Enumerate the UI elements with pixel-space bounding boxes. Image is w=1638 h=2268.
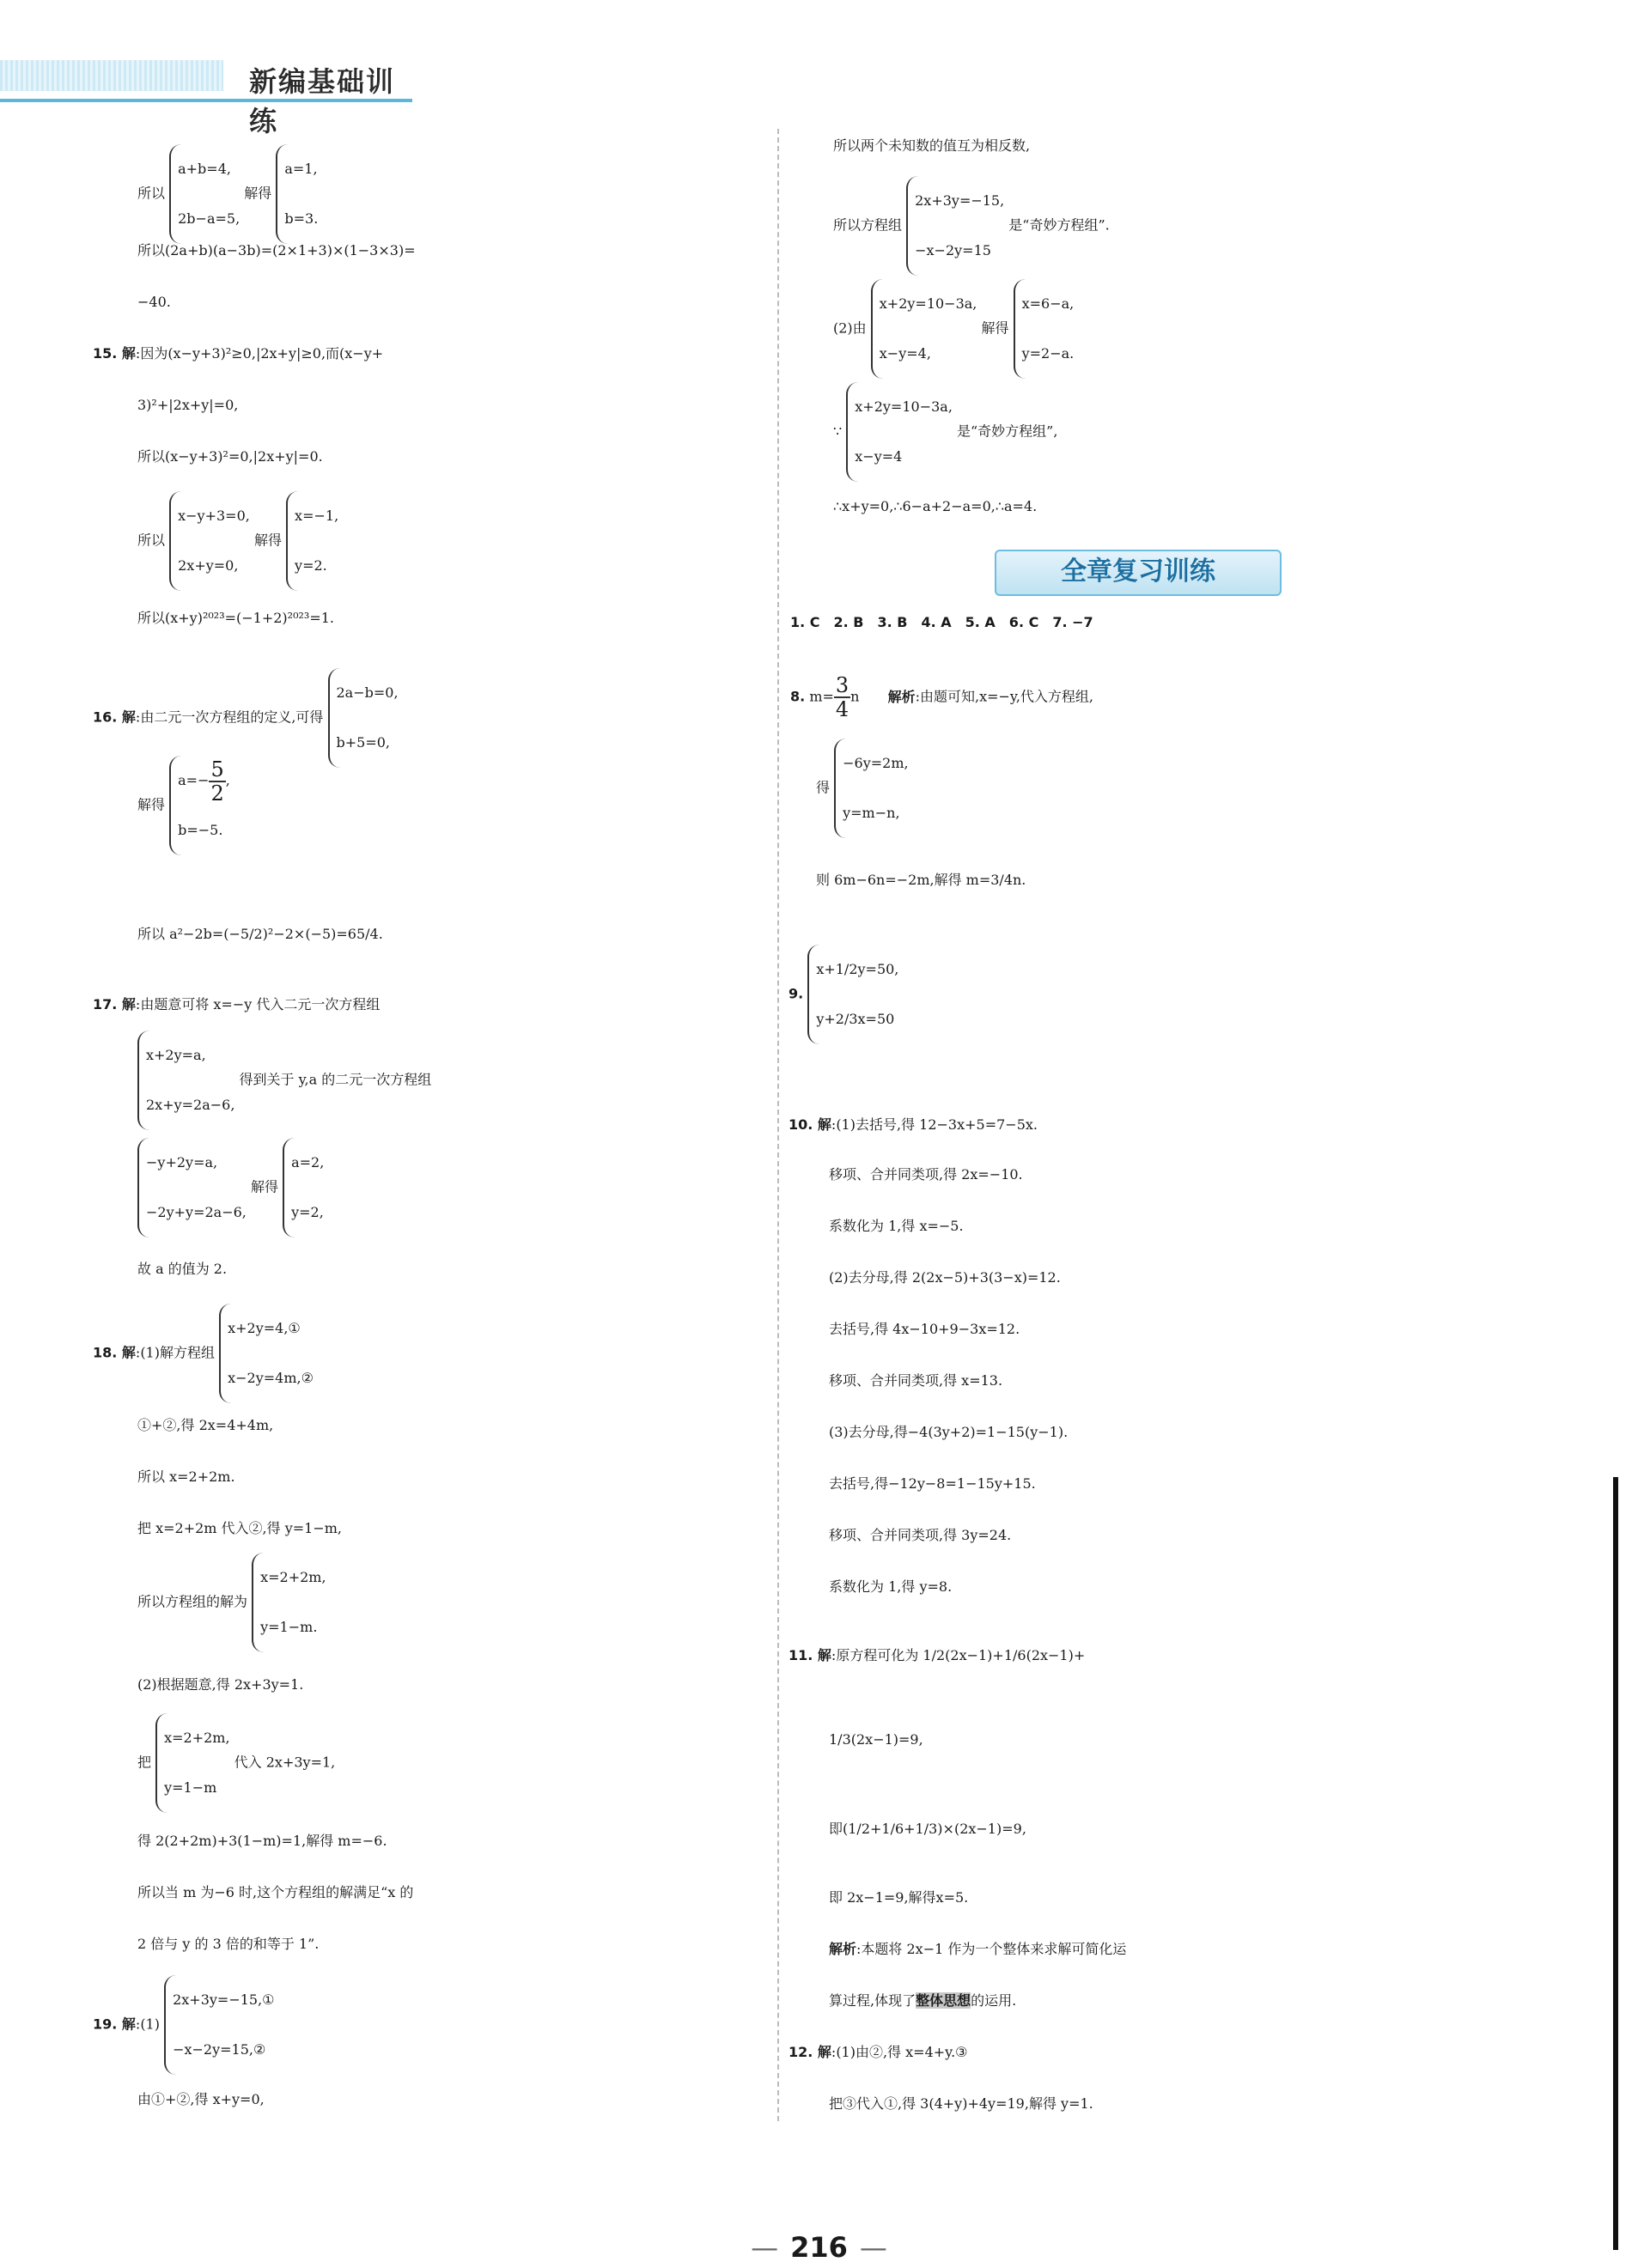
- line: −40.: [137, 294, 171, 310]
- text: 代入 2x+3y=1,: [234, 1754, 336, 1771]
- line: 系数化为 1,得 x=−5.: [829, 1218, 964, 1234]
- denominator: 4: [835, 697, 849, 721]
- eq: x=−1,: [295, 508, 339, 524]
- text: 解得: [137, 796, 166, 813]
- fraction: [209, 758, 225, 805]
- dash-decoration: —: [751, 2231, 779, 2264]
- question-number: 9.: [789, 985, 804, 1002]
- line: [816, 739, 909, 838]
- text: 解得: [981, 319, 1009, 337]
- text: 得到关于 y,a 的二元一次方程组: [239, 1071, 432, 1088]
- eq: b=−5.: [178, 822, 223, 838]
- eq: a=1,: [284, 161, 318, 177]
- eq: x=2+2m,: [260, 1569, 326, 1585]
- line: 系数化为 1,得 y=8.: [829, 1578, 953, 1595]
- eq: −2y+y=2a−6,: [146, 1204, 247, 1220]
- text: :本题将 2x−1 作为一个整体来求解可简化运: [856, 1941, 1127, 1957]
- text: :由题意可将 x=−y 代入二元一次方程组: [135, 996, 381, 1012]
- eq: x−y=4: [855, 448, 903, 465]
- line: 即(1/2+1/6+1/3)×(2x−1)=9,: [829, 1821, 1026, 1837]
- line: [829, 1984, 1016, 2018]
- line: [137, 1553, 326, 1652]
- eq: x−y+3=0,: [178, 508, 250, 524]
- eq: x−2y=4m,②: [228, 1370, 314, 1386]
- eq: −x−2y=15,②: [173, 2041, 266, 2058]
- line: [833, 176, 1110, 276]
- text: 是“奇妙方程组”,: [957, 423, 1058, 440]
- equation-system: [286, 491, 338, 591]
- line: 所以(2a+b)(a−3b)=(2×1+3)×(1−3×3)=: [137, 242, 416, 258]
- equation-system: [169, 144, 240, 244]
- book-title: 新编基础训练: [249, 65, 396, 137]
- eq: 2b−a=5,: [178, 210, 241, 227]
- denominator: 2: [210, 781, 224, 806]
- eq: −x−2y=15: [915, 242, 991, 258]
- text: :原方程可化为 1/2(2x−1)+1/6(2x−1)+: [831, 1647, 1086, 1663]
- equation-system: [169, 756, 230, 855]
- line: 所以当 m 为−6 时,这个方程组的解满足“x 的: [137, 1884, 414, 1900]
- text: :(1)由②,得 x=4+y.③: [831, 2044, 968, 2060]
- equation-system: [137, 1031, 234, 1130]
- text: :(1): [135, 2016, 160, 2033]
- eq: x+2y=4,①: [228, 1320, 301, 1336]
- text: 解得: [253, 532, 282, 549]
- line: 则 6m−6n=−2m,解得 m=3/4n.: [816, 872, 1026, 888]
- eq: x−y=4,: [879, 345, 931, 362]
- line: 所以(x+y)²⁰²³=(−1+2)²⁰²³=1.: [137, 610, 335, 626]
- eq: b+5=0,: [336, 734, 390, 751]
- page-footer: [0, 2231, 1638, 2264]
- text: 所以方程组: [833, 216, 903, 234]
- eq: y=2,: [291, 1204, 324, 1220]
- equation-system: [252, 1553, 326, 1652]
- line: [137, 144, 318, 244]
- question-number: 8.: [790, 688, 806, 705]
- text: 把: [137, 1754, 152, 1771]
- page-number: 216: [790, 2231, 848, 2264]
- text: 所以方程组的解为: [137, 1593, 248, 1610]
- equation-system: [169, 491, 250, 591]
- analysis-label: 解析: [887, 688, 916, 705]
- eq: x+2y=a,: [146, 1047, 206, 1063]
- question-number: 19. 解: [93, 2016, 136, 2033]
- eq: y+2/3x=50: [816, 1011, 895, 1027]
- eq: −y+2y=a,: [146, 1154, 218, 1170]
- question-number: 11. 解: [789, 1647, 831, 1663]
- header-decoration: [0, 60, 223, 91]
- eq: x=2+2m,: [164, 1730, 230, 1746]
- text: 解得: [250, 1178, 278, 1195]
- question-19: [93, 1975, 275, 2075]
- line: 移项、合并同类项,得 x=13.: [829, 1372, 1003, 1389]
- equation-system: [164, 1975, 274, 2075]
- line: 去括号,得 4x−10+9−3x=12.: [829, 1321, 1020, 1337]
- header-rule: [0, 99, 412, 102]
- equation-system: [283, 1138, 324, 1237]
- line: [137, 1031, 431, 1130]
- text: (2)由: [833, 319, 867, 337]
- column-divider: [777, 129, 779, 2121]
- line: 所以 a²−2b=(−5/2)²−2×(−5)=65/4.: [137, 926, 383, 942]
- eq: x=6−a,: [1021, 295, 1075, 312]
- eq: 2x+y=2a−6,: [146, 1097, 235, 1113]
- text: 所以: [137, 532, 166, 549]
- line: 即 2x−1=9,解得x=5.: [829, 1889, 969, 1906]
- question-number: 12. 解: [789, 2044, 831, 2060]
- equation-system: [137, 1138, 247, 1237]
- highlighted-term: 整体思想: [916, 1992, 971, 2009]
- eq: −6y=2m,: [843, 755, 909, 771]
- line: 移项、合并同类项,得 3y=24.: [829, 1527, 1012, 1543]
- eq: a=− $\frac{5}{2}$ ,: [178, 757, 230, 806]
- eq: y=2−a.: [1021, 345, 1075, 362]
- answer-row: 1. C 2. B 3. B 4. A 5. A 6. C 7. −7: [790, 614, 1093, 630]
- question-12: [789, 2035, 968, 2070]
- eq: x+2y=10−3a,: [879, 295, 977, 312]
- equation-system: [155, 1713, 229, 1813]
- line: 由①+②,得 x+y=0,: [137, 2091, 265, 2107]
- eq: x+2y=10−3a,: [855, 398, 953, 415]
- eq: b=3.: [284, 210, 319, 227]
- eq: 2a−b=0,: [336, 684, 399, 701]
- line: [833, 382, 1057, 482]
- page-header: [0, 52, 412, 137]
- question-8: [790, 674, 1093, 721]
- numerator: 5: [210, 757, 224, 781]
- equation-system: [906, 176, 1004, 276]
- eq: 2x+3y=−15,: [915, 192, 1005, 209]
- equation-system: [219, 1304, 314, 1403]
- question-10: [789, 1108, 1038, 1142]
- line: [137, 756, 230, 855]
- eq: x+1/2y=50,: [816, 961, 899, 977]
- line: [137, 1713, 335, 1813]
- eq: y=2.: [295, 557, 327, 574]
- numerator: 3: [835, 673, 849, 697]
- line: 所以两个未知数的值互为相反数,: [833, 137, 1031, 154]
- question-number: 15. 解: [93, 345, 136, 362]
- line: [137, 1138, 324, 1237]
- text: 得: [816, 779, 831, 796]
- equation-system: [1014, 279, 1075, 379]
- question-18: [93, 1304, 314, 1403]
- text: n: [850, 688, 860, 705]
- question-16: [93, 668, 399, 768]
- eq: y=1−m: [164, 1779, 217, 1796]
- equation-system: [807, 945, 898, 1044]
- line: 把 x=2+2m 代入②,得 y=1−m,: [137, 1520, 343, 1536]
- equation-system: [846, 382, 953, 482]
- line: 1/3(2x−1)=9,: [829, 1731, 923, 1748]
- line: 所以 x=2+2m.: [137, 1468, 235, 1485]
- line: 3)²+|2x+y|=0,: [137, 397, 239, 413]
- equation-system: [276, 144, 318, 244]
- text: :(1)去括号,得 12−3x+5=7−5x.: [831, 1116, 1038, 1133]
- text: :由题可知,x=−y,代入方程组,: [915, 688, 1093, 705]
- equation-system: [871, 279, 977, 379]
- text: :因为(x−y+3)²≥0,|2x+y|≥0,而(x−y+: [135, 345, 384, 362]
- line: (2)去分母,得 2(2x−5)+3(3−x)=12.: [829, 1269, 1061, 1286]
- text: 是“奇妙方程组”.: [1008, 216, 1110, 234]
- section-banner: 全章复习训练: [995, 550, 1282, 596]
- question-number: 16. 解: [93, 708, 136, 726]
- question-number: 18. 解: [93, 1344, 136, 1361]
- line: (2)根据题意,得 2x+3y=1.: [137, 1676, 304, 1693]
- line: 故 a 的值为 2.: [137, 1261, 228, 1277]
- question-number: 10. 解: [789, 1116, 831, 1133]
- question-15: [93, 337, 383, 371]
- text: m=: [809, 688, 834, 705]
- line: 把③代入①,得 3(4+y)+4y=19,解得 y=1.: [829, 2095, 1093, 2112]
- line: 得 2(2+2m)+3(1−m)=1,解得 m=−6.: [137, 1833, 387, 1849]
- eq: a=2,: [291, 1154, 325, 1170]
- line: 移项、合并同类项,得 2x=−10.: [829, 1166, 1023, 1183]
- equation-system: [328, 668, 399, 768]
- eq: y=1−m.: [260, 1619, 318, 1635]
- text: a=−: [178, 772, 210, 788]
- analysis-label: 解析: [829, 1941, 857, 1957]
- text: 算过程,体现了: [829, 1992, 916, 2009]
- question-9: [789, 945, 898, 1044]
- question-number: 17. 解: [93, 996, 136, 1012]
- fraction: [834, 674, 850, 721]
- eq: y=m−n,: [843, 805, 900, 821]
- eq: 2x+y=0,: [178, 557, 239, 574]
- text: 的运用.: [971, 1992, 1017, 2009]
- dash-decoration: —: [859, 2231, 887, 2264]
- text: 解得: [244, 185, 272, 202]
- eq: 2x+3y=−15,①: [173, 1991, 275, 2008]
- text: 所以: [137, 185, 166, 202]
- question-17: [93, 988, 380, 1022]
- line: (3)去分母,得−4(3y+2)=1−15(y−1).: [829, 1424, 1069, 1440]
- page-edge-shadow: [1613, 1477, 1618, 2250]
- equation-system: [834, 739, 908, 838]
- line: ①+②,得 2x=4+4m,: [137, 1417, 274, 1433]
- eq: a+b=4,: [178, 161, 231, 177]
- line: [137, 491, 338, 591]
- line: ∴x+y=0,∴6−a+2−a=0,∴a=4.: [833, 498, 1038, 514]
- text: :由二元一次方程组的定义,可得: [135, 708, 324, 726]
- text: :(1)解方程组: [135, 1344, 215, 1361]
- line: 2 倍与 y 的 3 倍的和等于 1”.: [137, 1936, 320, 1952]
- line: 所以(x−y+3)²=0,|2x+y|=0.: [137, 448, 323, 465]
- question-11: [789, 1639, 1085, 1673]
- line: [833, 279, 1074, 379]
- line: 去括号,得−12y−8=1−15y+15.: [829, 1475, 1036, 1492]
- text: ∵: [833, 423, 843, 440]
- line: [829, 1932, 1126, 1967]
